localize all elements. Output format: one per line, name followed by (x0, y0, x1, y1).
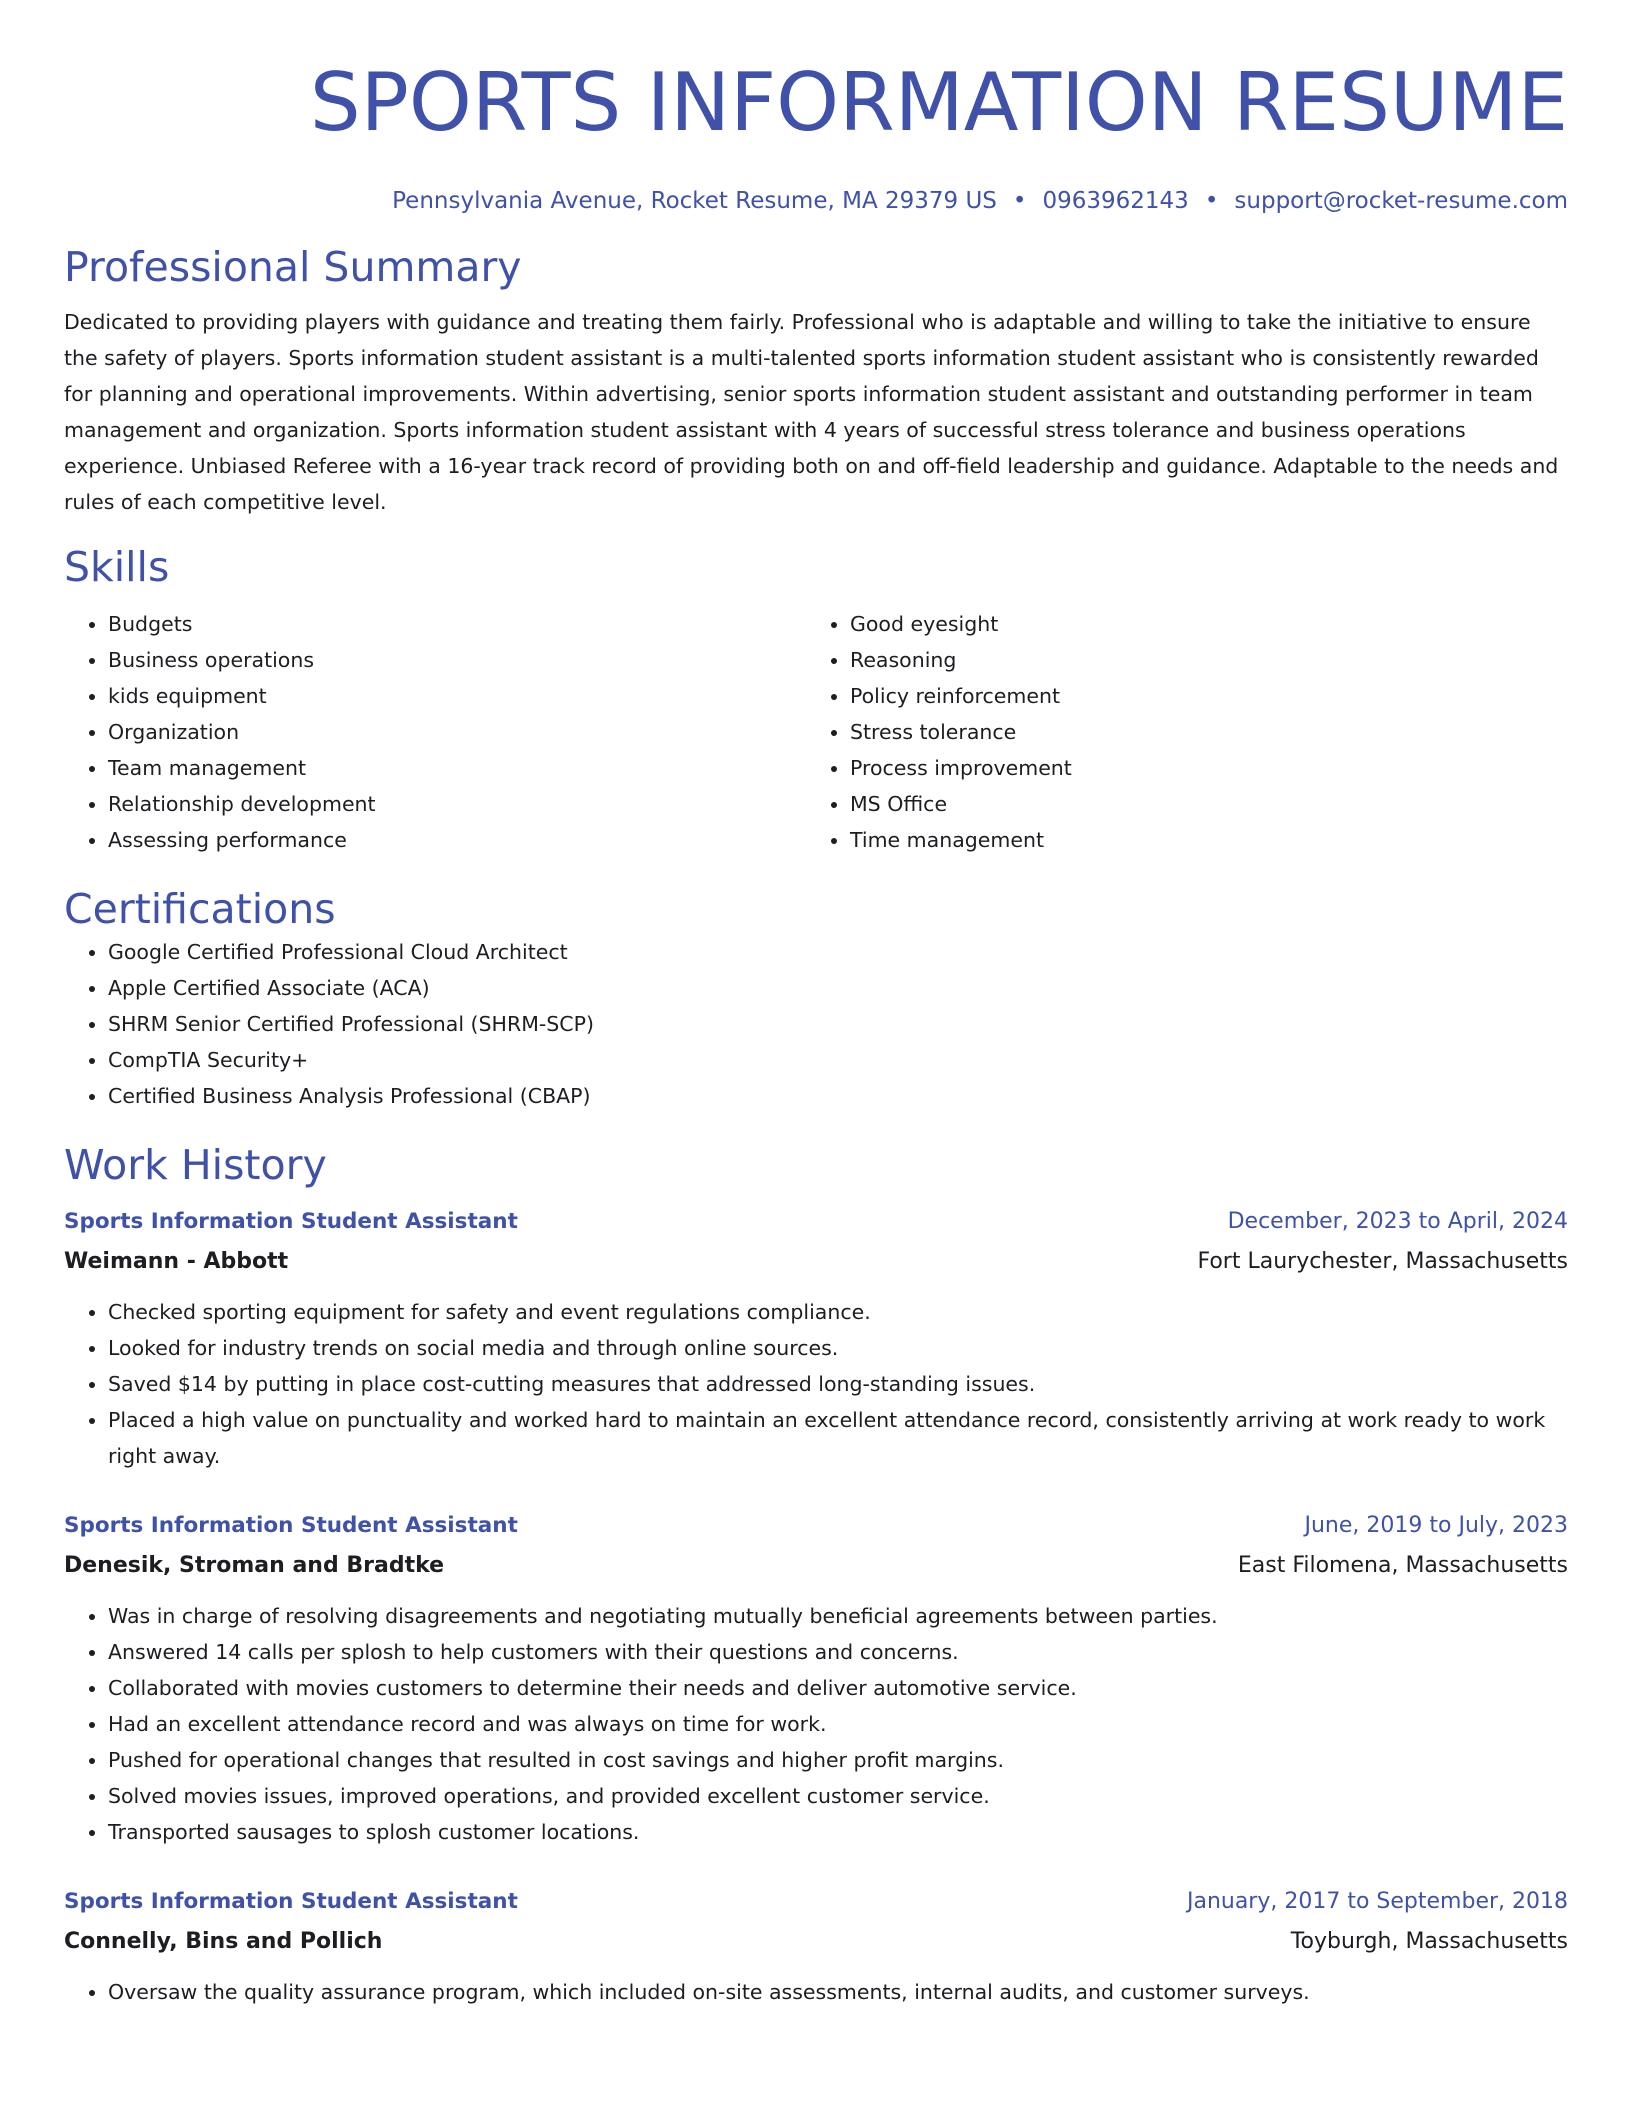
job-title: Sports Information Student Assistant (64, 1513, 518, 1538)
summary-section (64, 242, 1568, 520)
skills-section (64, 542, 1568, 858)
certifications-section (64, 884, 1568, 1114)
skill-item: • Good eyesight (850, 606, 1548, 642)
job-bullet: • Collaborated with movies customers to determine their needs and deliver automotive service. (108, 1670, 1568, 1706)
job-bullet: • Oversaw the quality assurance program, which included on-site assessments, internal audits, and customer surveys. (108, 1974, 1568, 2010)
job-title: Sports Information Student Assistant (64, 1209, 518, 1234)
job-entry (64, 1506, 1568, 1850)
job-dates: January, 2017 to September, 2018 (1186, 1889, 1568, 1914)
job-entry (64, 1882, 1568, 2010)
skills-column-left (64, 606, 806, 858)
job-bullet: • Checked sporting equipment for safety and event regulations compliance. (108, 1294, 1568, 1330)
summary-text: Dedicated to providing players with guidance and treating them fairly. Professional who is adaptable and willing to take the initiative to ensure the safety of players. Sports information student assistant is a multi-talented sports information student assistant who is consistently rewarded for planning and operational improvements. Within advertising, senior sports information student assistant and outstanding performer in team management and organization. Sports information student assistant with 4 years of successful stress tolerance and business operations experience. Unbiased Referee with a 16-year track record of providing both on and off-field leadership and guidance. Adaptable to the needs and rules of each competitive level. (64, 310, 1559, 514)
job-dates: December, 2023 to April, 2024 (1227, 1209, 1568, 1234)
skill-item: • MS Office (850, 786, 1548, 822)
job-bullets (64, 1598, 1568, 1850)
resume-header (64, 0, 1568, 216)
skill-item: • Reasoning (850, 642, 1548, 678)
summary-heading: Professional Summary (64, 243, 522, 291)
work-history-heading: Work History (64, 1141, 327, 1189)
skill-item: • Policy reinforcement (850, 678, 1548, 714)
job-bullet: • Transported sausages to splosh customer locations. (108, 1814, 1568, 1850)
contact-line (64, 186, 1568, 216)
job-bullets (64, 1974, 1568, 2010)
contact-email: support@rocket-resume.com (1234, 188, 1568, 214)
job-title-row (64, 1506, 1568, 1546)
skills-grid (64, 606, 1568, 858)
job-bullet: • Answered 14 calls per splosh to help customers with their questions and concerns. (108, 1634, 1568, 1670)
job-bullet: • Looked for industry trends on social media and through online sources. (108, 1330, 1568, 1366)
contact-address: Pennsylvania Avenue, Rocket Resume, MA 29379 US (392, 188, 997, 214)
job-company-row (64, 1546, 1568, 1586)
skill-item: • Budgets (108, 606, 806, 642)
contact-separator: • (1204, 188, 1219, 214)
skill-item: • Relationship development (108, 786, 806, 822)
job-bullet: • Was in charge of resolving disagreements and negotiating mutually beneficial agreements between parties. (108, 1598, 1568, 1634)
resume-title: SPORTS INFORMATION RESUME (309, 56, 1568, 149)
skill-item: • Time management (850, 822, 1548, 858)
certification-item: • CompTIA Security+ (108, 1042, 1568, 1078)
job-title-row (64, 1202, 1568, 1242)
certifications-list (64, 934, 1568, 1114)
work-history-section (64, 1140, 1568, 2010)
job-company: Weimann - Abbott (64, 1249, 289, 1274)
certification-item: • Certified Business Analysis Professional (CBAP) (108, 1078, 1568, 1114)
certification-item: • Google Certified Professional Cloud Architect (108, 934, 1568, 970)
job-bullet: • Solved movies issues, improved operations, and provided excellent customer service. (108, 1778, 1568, 1814)
job-company: Connelly, Bins and Pollich (64, 1929, 383, 1954)
job-dates: June, 2019 to July, 2023 (1304, 1513, 1568, 1538)
job-company-row (64, 1242, 1568, 1282)
skill-item: • Stress tolerance (850, 714, 1548, 750)
job-bullet: • Saved $14 by putting in place cost-cutting measures that addressed long-standing issues. (108, 1366, 1568, 1402)
contact-separator: • (1012, 188, 1027, 214)
job-bullet: • Placed a high value on punctuality and worked hard to maintain an excellent attendance record, consistently arriving at work ready to work right away. (108, 1402, 1568, 1474)
job-bullet: • Had an excellent attendance record and was always on time for work. (108, 1706, 1568, 1742)
certification-item: • Apple Certified Associate (ACA) (108, 970, 1568, 1006)
skill-item: • Team management (108, 750, 806, 786)
skill-item: • kids equipment (108, 678, 806, 714)
job-company: Denesik, Stroman and Bradtke (64, 1553, 445, 1578)
job-company-row (64, 1922, 1568, 1962)
job-bullet: • Pushed for operational changes that resulted in cost savings and higher profit margins. (108, 1742, 1568, 1778)
skills-heading: Skills (64, 543, 170, 591)
skill-item: • Assessing performance (108, 822, 806, 858)
certifications-heading: Certifications (64, 885, 336, 933)
job-bullets (64, 1294, 1568, 1474)
certification-item: • SHRM Senior Certified Professional (SHRM-SCP) (108, 1006, 1568, 1042)
skill-item: • Organization (108, 714, 806, 750)
skill-item: • Process improvement (850, 750, 1548, 786)
job-location: Toyburgh, Massachusetts (1290, 1929, 1568, 1954)
skills-column-right (806, 606, 1548, 858)
skill-item: • Business operations (108, 642, 806, 678)
skills-list-right (806, 606, 1548, 858)
job-location: East Filomena, Massachusetts (1237, 1553, 1568, 1578)
job-title: Sports Information Student Assistant (64, 1889, 518, 1914)
job-location: Fort Laurychester, Massachusetts (1197, 1249, 1568, 1274)
contact-phone: 0963962143 (1042, 188, 1189, 214)
job-entry (64, 1202, 1568, 1474)
skills-list-left (64, 606, 806, 858)
job-title-row (64, 1882, 1568, 1922)
